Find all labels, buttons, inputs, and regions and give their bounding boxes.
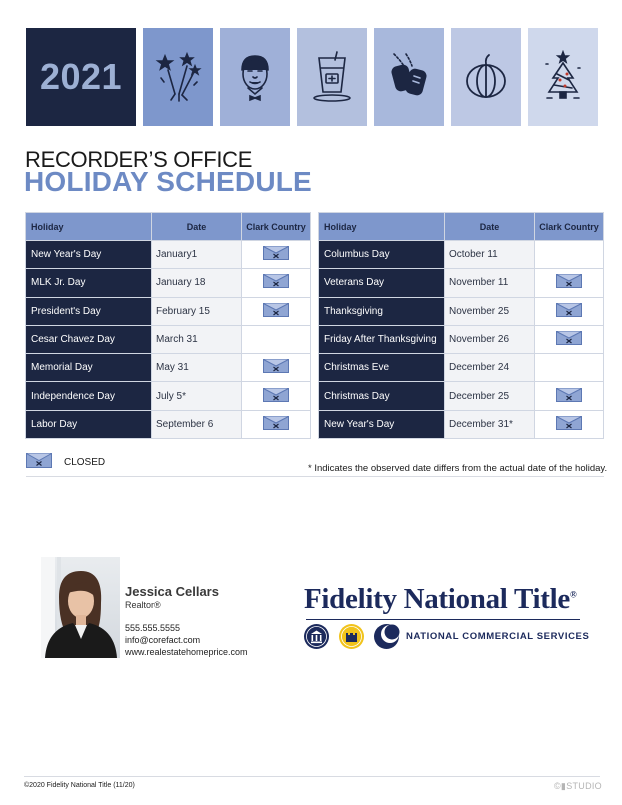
- open-cell: [242, 325, 311, 353]
- table-row: [26, 297, 311, 325]
- pumpkin-icon: [461, 50, 511, 104]
- christmas-tree-icon: [538, 50, 588, 104]
- closed-cell: [535, 269, 604, 297]
- closed-envelope-icon: [263, 246, 289, 263]
- company-division: NATIONAL COMMERCIAL SERVICES: [406, 631, 590, 642]
- tile-dog-tags: [374, 28, 444, 126]
- tile-christmas-tree: [528, 28, 598, 126]
- tile-pumpkin: [451, 28, 521, 126]
- company-rule: [306, 619, 580, 620]
- castle-badge-icon: [338, 623, 365, 650]
- agent-title: Realtor®: [125, 600, 161, 610]
- mlk-portrait-icon: [230, 50, 280, 104]
- table-row: [319, 354, 604, 382]
- table-row: [319, 325, 604, 353]
- holiday-date: October 11: [445, 241, 535, 269]
- holiday-date: January1: [152, 241, 242, 269]
- open-cell: [535, 241, 604, 269]
- closed-cell: [242, 382, 311, 410]
- year-tile: 2021: [26, 28, 136, 126]
- tile-shot-glass: [297, 28, 367, 126]
- crescent-badge-icon: [373, 623, 400, 650]
- closed-legend: [26, 453, 105, 471]
- table-row: [26, 354, 311, 382]
- holiday-date: December 31*: [445, 410, 535, 438]
- holiday-name: Christmas Day: [319, 382, 445, 410]
- closed-envelope-icon: [263, 388, 289, 405]
- studio-mark-icon: ©▮: [554, 781, 567, 791]
- open-cell: [535, 354, 604, 382]
- holiday-name: New Year's Day: [319, 410, 445, 438]
- holiday-table-left: [25, 212, 311, 439]
- closed-envelope-icon: [263, 416, 289, 433]
- tile-fireworks: [143, 28, 213, 126]
- company-badges: [303, 623, 400, 650]
- office-title: RECORDER’S OFFICE: [25, 147, 253, 172]
- divider: [26, 476, 604, 477]
- header-tiles: [26, 28, 599, 126]
- table-row: [26, 269, 311, 297]
- closed-envelope-icon: [556, 274, 582, 291]
- closed-envelope-icon: [556, 416, 582, 433]
- table-row: [319, 269, 604, 297]
- table-row: [26, 410, 311, 438]
- agent-photo: [41, 557, 120, 658]
- agent-website: www.realestatehomeprice.com: [125, 647, 248, 657]
- closed-cell: [535, 325, 604, 353]
- holiday-name: Independence Day: [26, 382, 152, 410]
- closed-cell: [242, 297, 311, 325]
- col-header-clark: Clark Country: [242, 213, 311, 241]
- closed-cell: [535, 410, 604, 438]
- closed-cell: [242, 354, 311, 382]
- col-header-holiday: Holiday: [26, 213, 152, 241]
- tile-mlk: [220, 28, 290, 126]
- table-row: [26, 241, 311, 269]
- holiday-date: November 25: [445, 297, 535, 325]
- table-row: [319, 241, 604, 269]
- table-row: [319, 382, 604, 410]
- table-row: [26, 382, 311, 410]
- closed-envelope-icon: [556, 303, 582, 320]
- closed-envelope-icon: [556, 331, 582, 348]
- table-header-row: [319, 213, 604, 241]
- schedule-title: HOLIDAY SCHEDULE: [24, 166, 312, 197]
- closed-cell: [242, 410, 311, 438]
- company-trademark: ®: [569, 589, 577, 600]
- copyright-text: ©2020 Fidelity National Title (11/20): [24, 782, 135, 789]
- closed-envelope-icon: [26, 453, 52, 471]
- footer-divider: [24, 776, 600, 777]
- company-name: Fidelity National Title: [304, 583, 570, 615]
- closed-envelope-icon: [263, 274, 289, 291]
- closed-envelope-icon: [263, 359, 289, 376]
- holiday-date: December 24: [445, 354, 535, 382]
- holiday-name: MLK Jr. Day: [26, 269, 152, 297]
- closed-label: CLOSED: [64, 456, 106, 468]
- holiday-date: December 25: [445, 382, 535, 410]
- table-header-row: [26, 213, 311, 241]
- fireworks-icon: [153, 50, 203, 104]
- holiday-date: January 18: [152, 269, 242, 297]
- col-header-date: Date: [445, 213, 535, 241]
- table-row: [319, 410, 604, 438]
- table-row: [26, 325, 311, 353]
- agent-phone: 555.555.5555: [125, 623, 181, 633]
- holiday-name: Thanksgiving: [319, 297, 445, 325]
- holiday-date: July 5*: [152, 382, 242, 410]
- closed-cell: [535, 382, 604, 410]
- holiday-name: President's Day: [26, 297, 152, 325]
- closed-cell: [242, 241, 311, 269]
- studio-text: STUDIO: [566, 781, 602, 791]
- agent-name: Jessica Cellars: [125, 584, 219, 599]
- holiday-name: Columbus Day: [319, 241, 445, 269]
- shot-glass-icon: [307, 50, 357, 104]
- closed-cell: [242, 269, 311, 297]
- closed-envelope-icon: [263, 303, 289, 320]
- holiday-name: New Year's Day: [26, 241, 152, 269]
- holiday-name: Friday After Thanksgiving: [319, 325, 445, 353]
- closed-cell: [535, 297, 604, 325]
- agent-email: info@corefact.com: [125, 635, 201, 645]
- holiday-date: March 31: [152, 325, 242, 353]
- col-header-clark: Clark Country: [535, 213, 604, 241]
- holiday-date: September 6: [152, 410, 242, 438]
- holiday-name: Labor Day: [26, 410, 152, 438]
- holiday-date: November 26: [445, 325, 535, 353]
- col-header-date: Date: [152, 213, 242, 241]
- holiday-date: May 31: [152, 354, 242, 382]
- observed-date-footnote: * Indicates the observed date differs from the actual date of the holiday.: [308, 463, 608, 474]
- holiday-date: November 11: [445, 269, 535, 297]
- bank-badge-icon: [303, 623, 330, 650]
- closed-envelope-icon: [556, 388, 582, 405]
- studio-watermark: [554, 781, 602, 792]
- holiday-table-right: [318, 212, 604, 439]
- holiday-name: Cesar Chavez Day: [26, 325, 152, 353]
- holiday-date: February 15: [152, 297, 242, 325]
- dog-tags-icon: [384, 50, 434, 104]
- table-row: [319, 297, 604, 325]
- company-logo-text: [304, 583, 576, 616]
- holiday-name: Memorial Day: [26, 354, 152, 382]
- holiday-name: Veterans Day: [319, 269, 445, 297]
- holiday-name: Christmas Eve: [319, 354, 445, 382]
- col-header-holiday: Holiday: [319, 213, 445, 241]
